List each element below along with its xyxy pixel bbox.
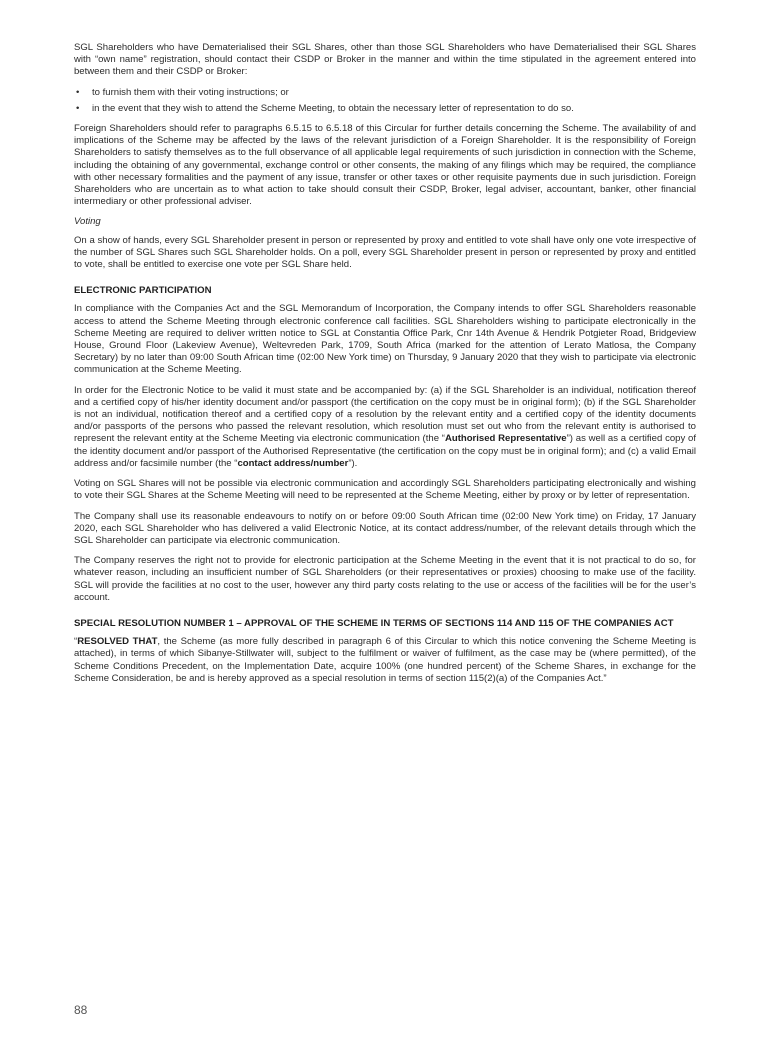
- text-run: ”) as well as a certified copy of the identity document and/or passport of the Authorised Representative (the certification on the copy must be in original form); and (c) a valid Email address and/or facsimile number (the “: [74, 433, 696, 469]
- bullet-icon: •: [76, 86, 80, 98]
- list-item-text: in the event that they wish to attend the Scheme Meeting, to obtain the necessary letter of representation to do so.: [92, 102, 574, 114]
- list-item: [74, 103, 696, 115]
- voting-subheading: Voting: [74, 216, 101, 228]
- resolved-that-label: RESOLVED THAT: [77, 636, 158, 648]
- electronic-paragraph-4: The Company shall use its reasonable endeavours to notify on or before 09:00 South African time (02:00 New York time) on Friday, 17 January 2020, each SGL Shareholder who has delivered a valid Electronic Notice, at its contact address/number, of the relevant details through which the SGL Shareholder can participate via electronic communication.: [74, 510, 696, 546]
- electronic-paragraph-5: The Company reserves the right not to provide for electronic participation at the Scheme Meeting in the event that it is not practical to do so, for whatever reason, including an insufficient number of SGL Shareholders (or their representatives or proxies) choosing to make use of the facility. SGL will provide the facilities at no cost to the user, however any third party costs relating to the use or access of the facilities will be for the user’s account.: [74, 555, 696, 603]
- special-resolution-paragraph: [74, 636, 696, 685]
- text-run: In order for the Electronic Notice to be valid it must state and be accompanied by: (a) if the SGL Shareholder is an individual, notification thereof and a certified copy of his/her identity document and/or passport (the certification on the copy must be in original form); (b) if the SGL Shareholder is not an individual, notification thereof and a certified copy of a resolution by the relevant entity and a certified copy of the identity documents and/or passports of the persons who passed the relevant resolution, which resolution must set out who from the relevant entity is authorised to represent the relevant entity at the Scheme Meeting via electronic communication (the “: [74, 384, 696, 445]
- text-run: “: [74, 636, 78, 648]
- bullet-icon: •: [76, 102, 80, 114]
- electronic-paragraph-3: Voting on SGL Shares will not be possible via electronic communication and accordingly SGL Shareholders participating electronically and wishing to vote their SGL Shares at the Scheme Meeting will need to be represented at the Scheme Meeting, either by proxy or by letter of representation.: [74, 478, 696, 502]
- electronic-paragraph-2: [74, 385, 696, 470]
- intro-paragraph: SGL Shareholders who have Dematerialised their SGL Shares, other than those SGL Shareholders who have Dematerialised their SGL Shares with “own name” registration, should contact their CSDP or Broker in the manner and within the time stipulated in the agreement entered into between them and their CSDP or Broker:: [74, 42, 696, 78]
- instruction-list: [74, 87, 696, 115]
- electronic-paragraph-1: In compliance with the Companies Act and the SGL Memorandum of Incorporation, the Company intends to offer SGL Shareholders reasonable access to attend the Scheme Meeting through electronic conference call facilities. SGL Shareholders wishing to participate electronically in the Scheme Meeting are required to deliver written notice to SGL at Constantia Office Park, Cnr 14th Avenue & Hendrik Potgieter Road, Bridgeview House, Ground Floor (Lakeview Avenue), Weltevreden Park, 1709, South Africa (marked for the attention of Lerato Matlosa, the Company Secretary) by no later than 09:00 South African time (02:00 New York time) on Thursday, 9 January 2020 that they wish to participate via electronic communication at the Scheme Meeting.: [74, 303, 696, 376]
- defined-term: contact address/number: [237, 457, 349, 469]
- list-item: [74, 87, 696, 99]
- page-number: 88: [74, 1003, 88, 1017]
- electronic-participation-heading: ELECTRONIC PARTICIPATION: [74, 285, 212, 297]
- list-item-text: to furnish them with their voting instructions; or: [92, 86, 289, 98]
- special-resolution-heading: SPECIAL RESOLUTION NUMBER 1 – APPROVAL OF THE SCHEME IN TERMS OF SECTIONS 114 AND 115 OF THE COMPANIES ACT: [74, 617, 674, 629]
- defined-term: Authorised Representative: [444, 433, 567, 445]
- document-page: [74, 42, 696, 693]
- foreign-shareholders-paragraph: Foreign Shareholders should refer to paragraphs 6.5.15 to 6.5.18 of this Circular for further details concerning the Scheme. The availability of and implications of the Scheme may be affected by the laws of the relevant jurisdiction of a Foreign Shareholder. It is the responsibility of Foreign Shareholders to satisfy themselves as to the full observance of all applicable legal requirements of such jurisdiction in connection with the Scheme, including the obtaining of any governmental, exchange control or other consents, the making of any filings which may be required, the compliance with other necessary formalities and the payment of any issue, transfer or other taxes or other requisite payments due in such jurisdiction. Foreign Shareholders who are uncertain as to what action to take should consult their CSDP, Broker, legal adviser, accountant, banker, other financial intermediary or other professional adviser.: [74, 123, 696, 208]
- text-run: ”).: [348, 457, 358, 469]
- voting-paragraph: On a show of hands, every SGL Shareholder present in person or represented by proxy and entitled to vote shall have only one vote irrespective of the number of SGL Shares such SGL Shareholder holds. On a poll, every SGL Shareholder present in person or represented by proxy and entitled to vote, shall be entitled to exercise one vote per SGL Share held.: [74, 234, 696, 271]
- text-run: , the Scheme (as more fully described in paragraph 6 of this Circular to which this notice convening the Scheme Meeting is attached), in terms of which Sibanye-Stillwater will, subject to the fulfilment or waiver of fulfilment, as the case may be (where permitted), of the Scheme Conditions Precedent, on the Implementation Date, acquire 100% (one hundred percent) of the Scheme Shares, in exchange for the Scheme Consideration, be and is hereby approved as a special resolution in terms of section 115(2)(a) of the Companies Act.”: [74, 636, 696, 684]
